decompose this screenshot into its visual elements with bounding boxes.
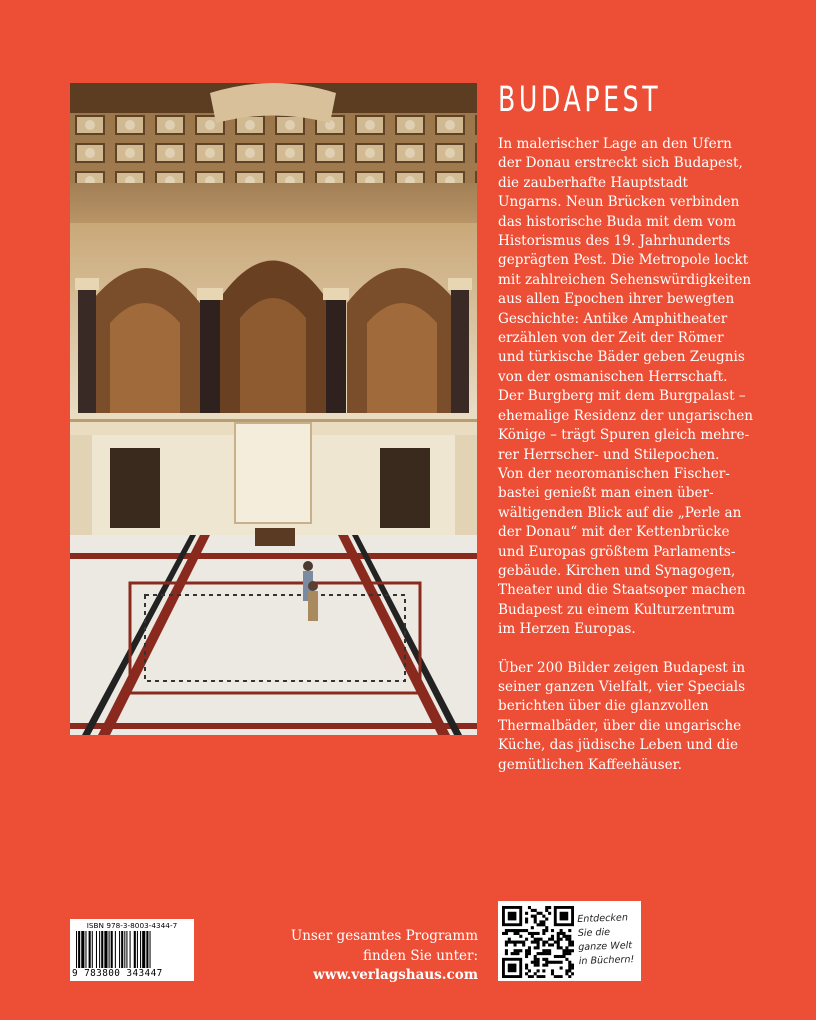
text-line: gemütlichen Kaffeehäuser. [498,756,683,773]
text-line: Von der neoromanischen Fischer- [498,465,730,482]
qr-caption [577,911,639,969]
text-line: ehemalige Residenz der ungarischen [498,407,754,424]
promo-line-2: finden Sie unter: [363,947,478,964]
text-line: Der Burgberg mit dem Burgpalast – [498,388,746,405]
text-line: im Herzen Europas. [498,621,636,638]
text-line: die zauberhafte Hauptstadt [498,174,688,191]
qr-caption-line: in Büchern! [578,954,635,968]
description-text [498,135,773,775]
text-line: Thermalbäder, über die ungarische [498,717,742,734]
qr-caption-line: Entdecken [577,912,629,926]
text-line: Budapest zu einem Kulturzentrum [498,601,735,618]
text-line: geprägten Pest. Die Metropole lockt [498,252,749,269]
text-line: aus allen Epochen ihrer bewegten [498,291,735,308]
text-line: Theater und die Staatsoper machen [498,582,746,599]
isbn-label: ISBN 978-3-8003-4344-7 [86,921,178,930]
text-line: Ungarns. Neun Brücken verbinden [498,194,740,211]
publisher-url-link[interactable]: www.verlagshaus.com [313,967,478,983]
text-line: der Donau erstreckt sich Budapest, [498,155,743,172]
book-title: BUDAPEST [498,80,662,120]
text-line: Küche, das jüdische Leben und die [498,737,739,754]
text-line: erzählen von der Zeit der Römer [498,330,724,347]
qr-caption-line: Sie die [577,926,611,940]
text-line: In malerischer Lage an den Ufern [498,136,732,152]
barcode-digits: 9 783800 343447 [72,968,163,979]
publisher-promo [265,927,478,986]
qr-code-panel [498,901,641,981]
text-line: Über 200 Bilder zeigen Budapest in [498,659,746,676]
text-line: wältigenden Blick auf die „Perle an [498,504,742,521]
text-line: berichten über die glanzvollen [498,698,709,715]
text-line: der Donau“ mit der Kettenbrücke [498,524,730,541]
cover-photo-grand-hall [70,83,477,735]
qr-code[interactable] [502,906,574,978]
text-line: von der osmanischen Herrschaft. [498,368,728,385]
description-paragraph-1 [498,135,773,640]
qr-caption-line: ganze Welt [578,940,633,954]
text-line: mit zahlreichen Sehenswürdigkeiten [498,271,752,288]
text-line: und türkische Bäder geben Zeugnis [498,349,745,366]
text-line: Geschichte: Antike Amphitheater [498,310,728,327]
text-line: Könige – trägt Spuren gleich mehre- [498,427,750,444]
description-paragraph-2 [498,659,773,775]
text-line: rer Herrscher- und Stilepochen. [498,446,720,463]
text-line: Historismus des 19. Jahrhunderts [498,233,731,250]
text-line: und Europas größtem Parlaments- [498,543,736,560]
promo-line-1: Unser gesamtes Programm [290,928,478,944]
text-line: das historische Buda mit dem vom [498,213,736,230]
text-line: seiner ganzen Vielfalt, vier Specials [498,678,746,695]
barcode-bars [75,931,189,968]
text-line: gebäude. Kirchen und Synagogen, [498,562,736,579]
isbn-barcode [70,919,194,981]
text-line: bastei genießt man einen über- [498,485,714,502]
